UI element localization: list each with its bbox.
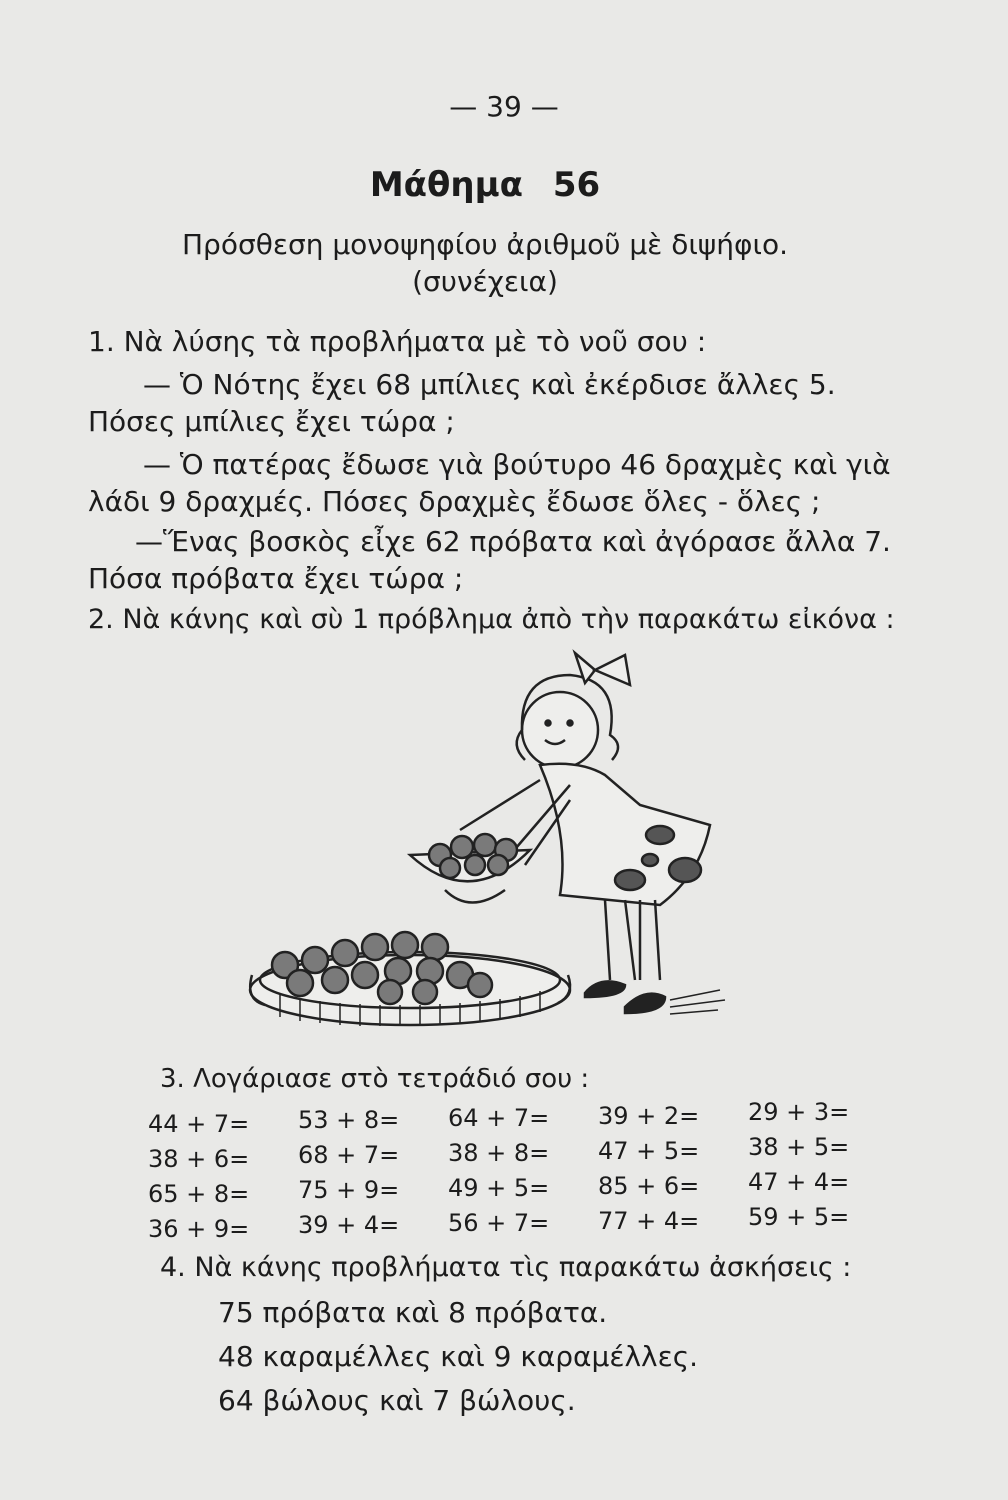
exercise-item: 77 + 4= <box>598 1207 700 1235</box>
problem3-line1: —Ἕνας βοσκὸς εἶχε 62 πρόβατα καὶ ἀγόρασε ἄλλα 7. <box>135 525 891 558</box>
exercise-item: 29 + 3= <box>748 1098 850 1126</box>
problem3-line2: Πόσα πρόβατα ἔχει τώρα ; <box>88 562 464 595</box>
exercise-item: 68 + 7= <box>298 1141 400 1169</box>
exercise-item: 47 + 5= <box>598 1137 700 1165</box>
exercise-item: 53 + 8= <box>298 1106 400 1134</box>
section1-heading: 1. Νὰ λύσης τὰ προβλήματα μὲ τὸ νοῦ σου : <box>88 325 707 358</box>
exercise-item: 39 + 4= <box>298 1211 400 1239</box>
problem1-line2: Πόσες μπίλιες ἔχει τώρα ; <box>88 405 455 438</box>
section4-heading: 4. Νὰ κάνης προβλήματα τὶς παρακάτω ἀσκήσεις : <box>160 1252 852 1283</box>
exercise-item: 56 + 7= <box>448 1209 550 1237</box>
page-number: — 39 — <box>449 90 559 123</box>
girl-with-apples-illustration <box>240 635 740 1045</box>
section4-item: 75 πρόβατα καὶ 8 πρόβατα. <box>218 1296 608 1329</box>
exercise-item: 38 + 8= <box>448 1139 550 1167</box>
exercise-item: 36 + 9= <box>148 1215 250 1243</box>
exercise-item: 39 + 2= <box>598 1102 700 1130</box>
exercise-item: 85 + 6= <box>598 1172 700 1200</box>
lesson-title: Πρόσθεση μονοψηφίου ἀριθμοῦ μὲ διψήφιο. <box>181 228 788 261</box>
exercise-item: 38 + 5= <box>748 1133 850 1161</box>
exercise-item: 64 + 7= <box>448 1104 550 1132</box>
problem2-line2: λάδι 9 δραχμές. Πόσες δραχμὲς ἔδωσε ὅλες - ὅλες ; <box>88 485 821 518</box>
lesson-heading: Μάθημα 56 <box>369 165 601 205</box>
section3-heading: 3. Λογάριασε στὸ τετράδιό σου : <box>160 1064 590 1094</box>
problem1-line1: — Ὁ Νότης ἔχει 68 μπίλιες καὶ ἐκέρδισε ἄλλες 5. <box>143 368 836 401</box>
exercise-item: 59 + 5= <box>748 1203 850 1231</box>
exercise-item: 75 + 9= <box>298 1176 400 1204</box>
section4-item: 64 βώλους καὶ 7 βώλους. <box>218 1384 576 1417</box>
exercise-item: 38 + 6= <box>148 1145 250 1173</box>
exercise-item: 47 + 4= <box>748 1168 850 1196</box>
exercise-item: 49 + 5= <box>448 1174 550 1202</box>
exercise-item: 65 + 8= <box>148 1180 250 1208</box>
section4-item: 48 καραμέλλες καὶ 9 καραμέλλες. <box>218 1340 699 1373</box>
exercise-item: 44 + 7= <box>148 1110 250 1138</box>
section2-heading: 2. Νὰ κάνης καὶ σὺ 1 πρόβλημα ἀπὸ τὴν παρακάτω εἰκόνα : <box>88 604 895 635</box>
problem2-line1: — Ὁ πατέρας ἔδωσε γιὰ βούτυρο 46 δραχμὲς καὶ γιὰ <box>143 448 891 481</box>
lesson-subtitle: (συνέχεια) <box>412 265 558 298</box>
